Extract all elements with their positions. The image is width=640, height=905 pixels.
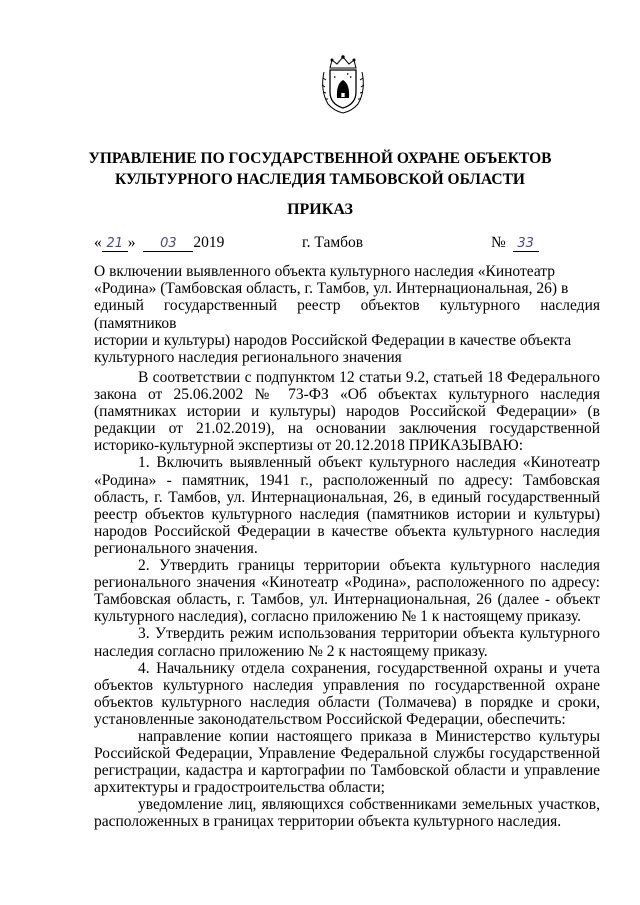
order-item-3: 3. Утвердить режим использования территории объекта культурного наследия согласно приложению № 2 к настоящему приказу. <box>94 625 600 660</box>
order-body <box>94 369 600 831</box>
date-month: 03 <box>143 236 193 252</box>
subject-line: О включении выявленного объекта культурного наследия «Кинотеатр <box>94 263 556 280</box>
date-year: 2019 <box>193 234 225 251</box>
order-subject <box>94 263 600 366</box>
order-item-4-subpoint-b: уведомление лиц, являющихся собственниками земельных участков, расположенных в границах территории объекта культурного наследия. <box>94 796 600 831</box>
document-date: « 21 » 03 2019 <box>94 234 225 251</box>
subject-line: единый государственный реестр объектов культурного наследия (памятников <box>94 297 600 332</box>
document-type-title: ПРИКАЗ <box>287 201 353 218</box>
number-label: № <box>491 234 506 251</box>
order-item-1: 1. Включить выявленный объект культурного наследия «Кинотеатр «Родина» - памятник, 1941 г., расположенный по адресу: Тамбовская область, г. Тамбов, ул. Интернациональная, 26, в единый государственный реестр объектов культурного наследия (памятников истории и культуры) народов Российской Федерации в качестве объекта культурного наследия регионального значения. <box>94 454 600 557</box>
authority-name-line-2: КУЛЬТУРНОГО НАСЛЕДИЯ ТАМБОВСКОЙ ОБЛАСТИ <box>115 171 525 188</box>
authority-name-line-1: УПРАВЛЕНИЕ ПО ГОСУДАРСТВЕННОЙ ОХРАНЕ ОБЪЕКТОВ <box>88 150 552 167</box>
document-city: г. Тамбов <box>302 234 364 251</box>
order-item-4-subpoint-a: направление копии настоящего приказа в Министерство культуры Российской Федерации, Управление Федеральной службы государственной регистрации, кадастра и картографии по Тамбовской области и управление архитектуры и градостроительства области; <box>94 727 600 797</box>
date-day: 21 <box>102 236 128 252</box>
subject-line: «Родина» (Тамбовская область, г. Тамбов, ул. Интернациональная, 26) в <box>94 280 569 298</box>
coat-of-arms-icon <box>318 54 368 116</box>
subject-line: истории и культуры) народов Российской Федерации в качестве объекта <box>94 331 572 349</box>
document-number <box>491 233 539 253</box>
order-item-2: 2. Утвердить границы территории объекта культурного наследия регионального значения «Кинотеатр «Родина», расположенного по адресу: Тамбовская область, г. Тамбов, ул. Интернациональная, 26 (далее - объект культурного наследия), согласно приложению № 1 к настоящему приказу. <box>94 557 600 626</box>
order-item-4: 4. Начальнику отдела сохранения, государственной охраны и учета объектов культурного наследия управления по государственной охране объектов культурного наследия области (Толмачева) в порядке и сроки, установленные законодательством Российской Федерации, обеспечить: <box>94 659 600 728</box>
preamble-paragraph: В соответствии с подпунктом 12 статьи 9.2, статьей 18 Федерального закона от 25.06.2002 № 73-ФЗ «Об объектах культурного наследия (памятниках истории и культуры) народов Российской Федерации» (в редакции от 21.02.2019), на основании заключения государственной историко-культурной экспертизы от 20.12.2018 ПРИКАЗЫВАЮ: <box>94 369 600 455</box>
subject-line: культурного наследия регионального значения <box>94 349 402 367</box>
number-value: 33 <box>513 236 539 252</box>
